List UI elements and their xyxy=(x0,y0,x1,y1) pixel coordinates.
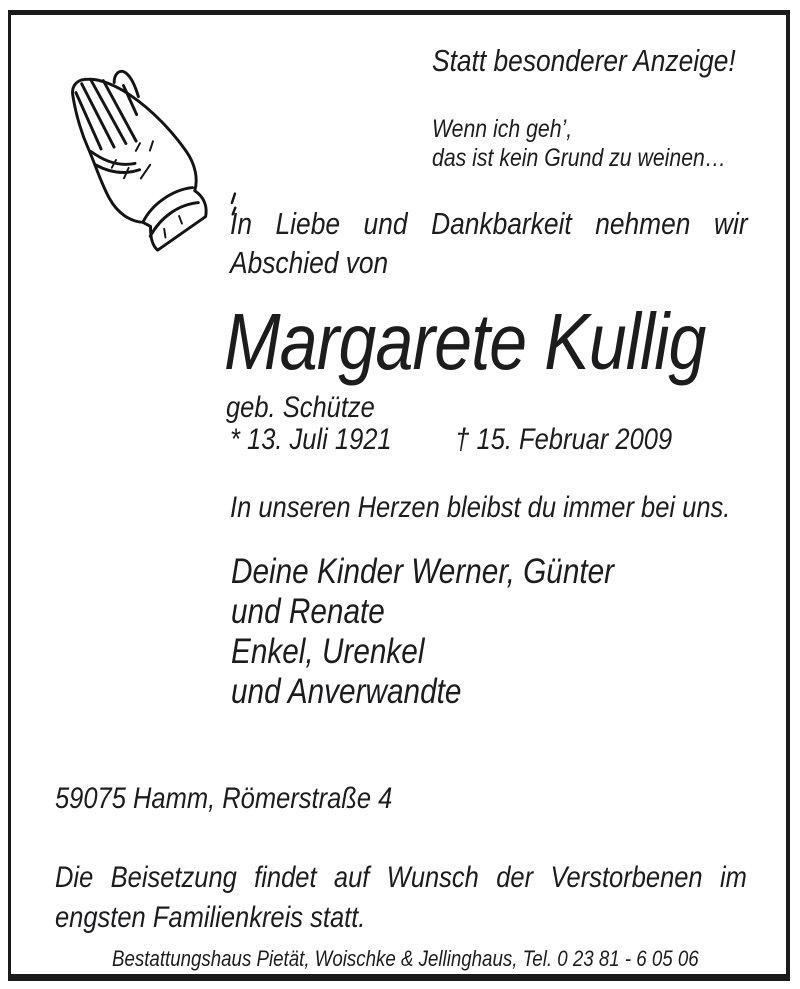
address-line: 59075 Hamm, Römerstraße 4 xyxy=(55,782,393,815)
deceased-name: Margarete Kullig xyxy=(224,297,706,386)
mourners-list xyxy=(231,552,614,712)
epigraph xyxy=(432,115,726,173)
epigraph-line-1: Wenn ich geh’, xyxy=(432,115,573,143)
funeral-line-2: engsten Familienkreis statt. xyxy=(55,901,366,934)
intro-line-2: Abschied von xyxy=(230,245,389,280)
intro-paragraph xyxy=(230,204,748,282)
praying-hands-icon xyxy=(48,52,248,267)
tribute-line: In unseren Herzen bleibst du immer bei uns. xyxy=(230,491,731,524)
dates-line xyxy=(230,425,774,455)
maiden-name: geb. Schütze xyxy=(226,391,375,424)
funeral-line-1: Die Beisetzung findet auf Wunsch der Verstorbenen im xyxy=(55,861,747,894)
mourners-line-1: Deine Kinder Werner, Günter xyxy=(231,552,615,591)
pre-header: Statt besonderer Anzeige! xyxy=(432,43,736,78)
intro-line-1: In Liebe und Dankbarkeit nehmen wir xyxy=(230,206,748,241)
funeral-notice xyxy=(55,858,747,938)
mourners-line-4: und Anverwandte xyxy=(231,672,462,711)
death-date: † 15. Februar 2009 xyxy=(455,423,673,456)
mourners-line-2: und Renate xyxy=(231,592,385,631)
funeral-home-line: Bestattungshaus Pietät, Woischke & Jellinghaus, Tel. 0 23 81 - 6 05 06 xyxy=(112,946,699,971)
mourners-line-3: Enkel, Urenkel xyxy=(231,632,425,671)
epigraph-line-2: das ist kein Grund zu weinen… xyxy=(432,144,727,172)
birth-date: * 13. Juli 1921 xyxy=(230,423,392,456)
